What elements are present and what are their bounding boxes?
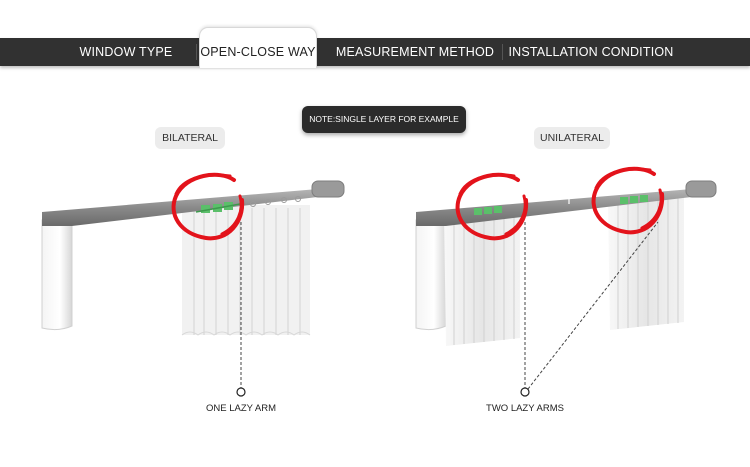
tab-installation-condition[interactable]: INSTALLATION CONDITION <box>508 45 674 59</box>
curtain-panel <box>182 205 310 335</box>
bilateral-scene <box>42 175 344 396</box>
lazy-arm-marker-icon <box>237 388 245 396</box>
lazy-arm-marker-icon <box>521 388 529 396</box>
motor-box <box>416 220 446 330</box>
tab-measurement-method[interactable]: MEASUREMENT METHOD <box>335 45 495 59</box>
unilateral-label: UNILATERAL <box>534 127 610 149</box>
curtain-panel-right <box>608 193 684 330</box>
track-end-cap <box>686 181 716 197</box>
track-end-cap <box>312 181 344 197</box>
note-badge: NOTE:SINGLE LAYER FOR EXAMPLE <box>302 106 466 133</box>
unilateral-scene <box>416 169 716 396</box>
motor-box <box>42 220 72 330</box>
tab-open-close-way[interactable]: OPEN-CLOSE WAY <box>199 27 317 68</box>
bilateral-label: BILATERAL <box>155 127 225 149</box>
tab-window-type[interactable]: WINDOW TYPE <box>79 45 173 59</box>
curtain-panel-left <box>444 208 520 346</box>
one-lazy-arm-caption: ONE LAZY ARM <box>205 403 277 414</box>
two-lazy-arms-caption: TWO LAZY ARMS <box>486 403 564 414</box>
